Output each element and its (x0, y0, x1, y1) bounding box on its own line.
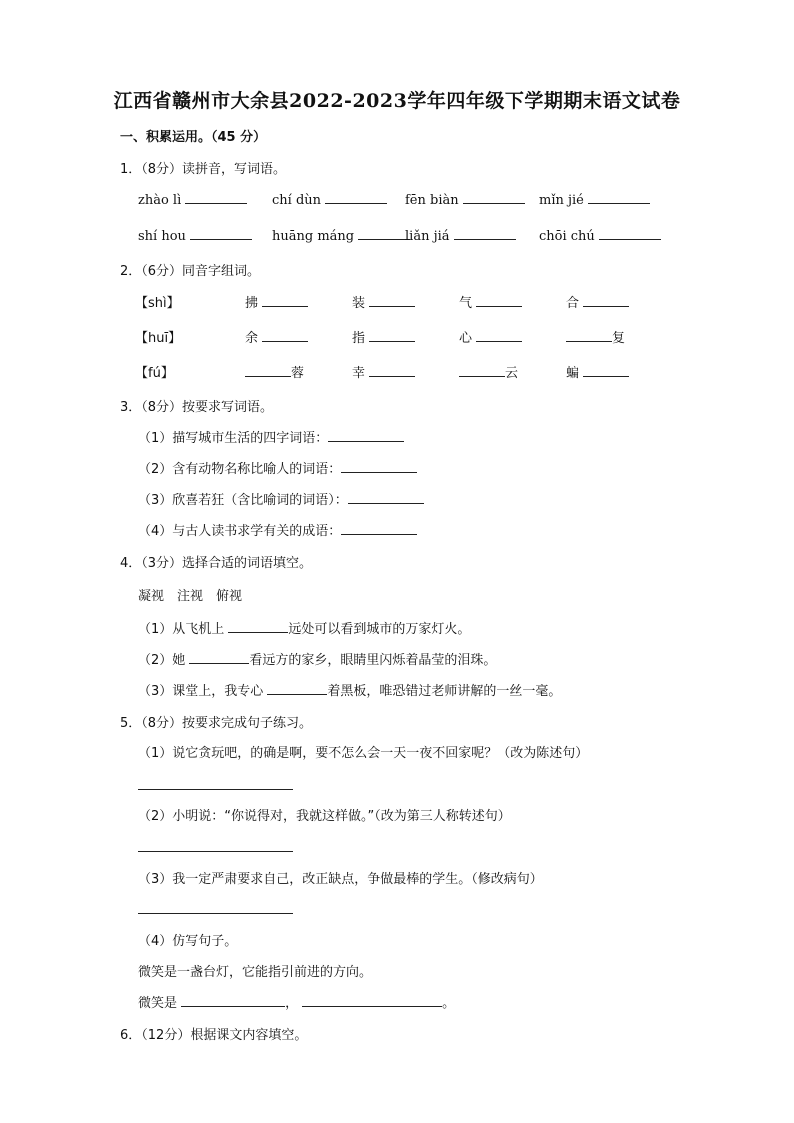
pinyin-item (138, 191, 247, 208)
answer-blank[interactable] (348, 491, 424, 504)
sub-question (138, 458, 417, 477)
sub-question-text: （2）她 (138, 653, 190, 668)
sentence-text: 微笑是 (138, 996, 182, 1011)
sub-question-text: （1）描写城市生活的四字词语： (138, 431, 329, 446)
pinyin-text: shí hou (138, 229, 186, 244)
sub-question-text: 看远方的家乡，眼睛里闪烁着晶莹的泪珠。 (249, 653, 497, 668)
homophone-item (566, 292, 629, 311)
homophone-char: 复 (612, 331, 626, 346)
pinyin-text: zhào lì (138, 193, 182, 208)
homophone-char: 蓉 (291, 366, 305, 381)
answer-blank[interactable] (267, 682, 327, 695)
answer-blank[interactable] (583, 294, 629, 307)
pinyin-item (405, 191, 525, 208)
answer-blank[interactable] (262, 294, 308, 307)
pinyin-text: fēn biàn (405, 193, 459, 208)
sub-question-text: （4）仿写句子。 (138, 934, 238, 949)
answer-blank[interactable] (476, 329, 522, 342)
sub-question-text: 远处可以看到城市的万家灯火。 (288, 622, 471, 637)
sub-question-text: 着黑板，唯恐错过老师讲解的一丝一毫。 (327, 684, 562, 699)
homophone-item (352, 327, 415, 346)
answer-blank[interactable] (302, 994, 442, 1007)
homophone-char: 合 (566, 296, 580, 311)
word-options: 凝视 注视 俯视 (138, 589, 243, 604)
homophone-char: 蝙 (566, 366, 580, 381)
question-4-stem: 4．（3分）选择合适的词语填空。 (120, 556, 313, 571)
homophone-char: 拂 (245, 296, 259, 311)
sub-question-text: （3）我一定严肃要求自己，改正缺点，争做最棒的学生。（修改病句） (138, 872, 543, 887)
pinyin-text: huāng máng (272, 229, 355, 244)
homophone-item (459, 292, 522, 311)
sentence-text: 。 (442, 996, 456, 1011)
pinyin-text: chōi chú (539, 229, 595, 244)
question-2-stem: 2．（6分）同音字组词。 (120, 264, 261, 279)
pinyin-item (539, 191, 650, 208)
pinyin-item (272, 191, 387, 208)
answer-blank[interactable] (599, 227, 661, 240)
pinyin-text: chí dùn (272, 193, 322, 208)
sub-question-text: （1）从飞机上 (138, 622, 229, 637)
answer-blank[interactable] (459, 364, 505, 377)
sub-question-text: （1）说它贪玩吧，的确是啊，要不怎么会一天一夜不回家呢？（改为陈述句） (138, 746, 589, 761)
answer-blank[interactable] (454, 227, 516, 240)
answer-blank[interactable] (583, 364, 629, 377)
homophone-item (245, 327, 308, 346)
answer-blank[interactable] (463, 191, 525, 204)
pinyin-tag: 【shì】 (135, 296, 180, 311)
question-1-stem: 1．（8分）读拼音，写词语。 (120, 162, 287, 177)
sub-question (138, 680, 561, 699)
answer-blank[interactable] (369, 329, 415, 342)
sub-question (138, 427, 404, 446)
answer-line[interactable] (138, 788, 293, 790)
homophone-item (459, 362, 518, 381)
question-6-stem: 6．（12分）根据课文内容填空。 (120, 1028, 308, 1043)
homophone-item (566, 327, 625, 346)
homophone-char: 装 (352, 296, 366, 311)
page-title: 江西省赣州市大余县2022-2023学年四年级下学期期末语文试卷 (113, 90, 681, 112)
answer-blank[interactable] (189, 651, 249, 664)
answer-blank[interactable] (181, 994, 285, 1007)
answer-blank[interactable] (341, 522, 417, 535)
question-3-stem: 3．（8分）按要求写词语。 (120, 400, 274, 415)
question-5-stem: 5．（8分）按要求完成句子练习。 (120, 716, 313, 731)
sub-question-text: （2）小明说：“你说得对，我就这样做。”（改为第三人称转述句） (138, 809, 511, 824)
homophone-char: 气 (459, 296, 473, 311)
answer-blank[interactable] (245, 364, 291, 377)
pinyin-item (539, 227, 661, 244)
sub-question (138, 489, 424, 508)
sub-question (138, 618, 470, 637)
sentence-text: ， (285, 996, 299, 1011)
answer-line[interactable] (138, 850, 293, 852)
answer-blank[interactable] (476, 294, 522, 307)
homophone-item (459, 327, 522, 346)
homophone-item (352, 292, 415, 311)
section-heading: 一、积累运用。（45 分） (120, 130, 267, 145)
sub-question-text: （3）欣喜若狂（含比喻词的词语）： (138, 493, 348, 508)
answer-line[interactable] (138, 912, 293, 914)
pinyin-text: mǐn jié (539, 193, 584, 208)
homophone-char: 云 (505, 366, 519, 381)
answer-blank[interactable] (228, 620, 288, 633)
answer-blank[interactable] (358, 227, 410, 240)
sub-question (138, 649, 496, 668)
answer-blank[interactable] (369, 364, 415, 377)
sub-question-text: （3）课堂上，我专心 (138, 684, 268, 699)
answer-blank[interactable] (369, 294, 415, 307)
homophone-item (352, 362, 415, 381)
sub-question-text: （2）含有动物名称比喻人的词语： (138, 462, 342, 477)
answer-blank[interactable] (190, 227, 252, 240)
homophone-char: 心 (459, 331, 473, 346)
pinyin-tag: 【fú】 (135, 366, 174, 381)
answer-blank[interactable] (588, 191, 650, 204)
homophone-char: 余 (245, 331, 259, 346)
homophone-item (245, 292, 308, 311)
answer-blank[interactable] (262, 329, 308, 342)
answer-blank[interactable] (566, 329, 612, 342)
answer-blank[interactable] (325, 191, 387, 204)
imitation-sentence (138, 992, 455, 1011)
pinyin-item (138, 227, 252, 244)
sub-question (138, 520, 417, 539)
pinyin-item (405, 227, 516, 244)
homophone-item (566, 362, 629, 381)
sub-question-text: （4）与古人读书求学有关的成语： (138, 524, 342, 539)
example-sentence: 微笑是一盏台灯，它能指引前进的方向。 (138, 965, 373, 980)
pinyin-tag: 【huī】 (135, 331, 182, 346)
answer-blank[interactable] (328, 429, 404, 442)
pinyin-item (272, 227, 410, 244)
homophone-char: 幸 (352, 366, 366, 381)
answer-blank[interactable] (185, 191, 247, 204)
pinyin-text: liǎn jiá (405, 229, 450, 244)
homophone-item (245, 362, 304, 381)
homophone-char: 指 (352, 331, 366, 346)
answer-blank[interactable] (341, 460, 417, 473)
